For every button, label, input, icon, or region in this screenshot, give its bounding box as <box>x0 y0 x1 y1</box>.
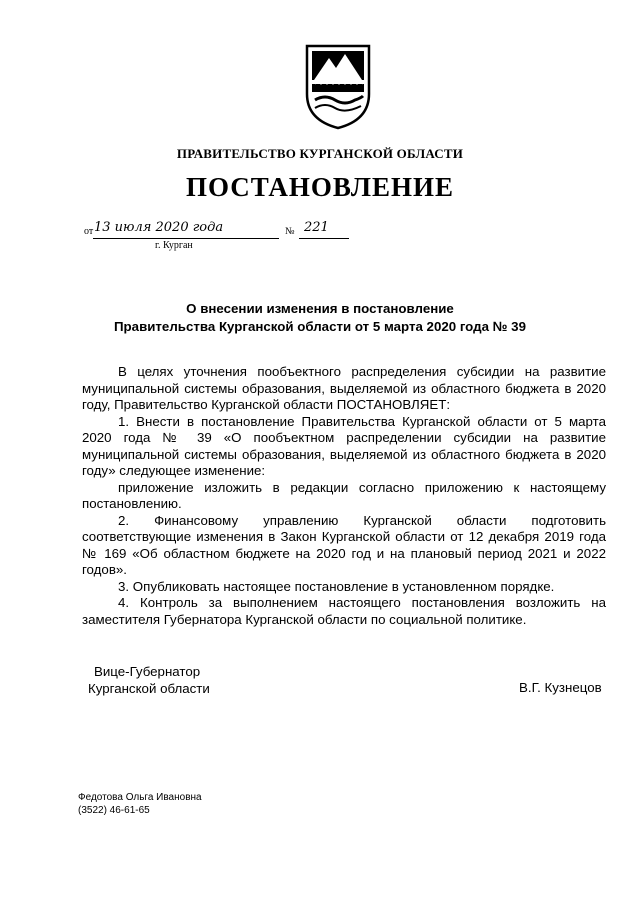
city-label: г. Курган <box>155 240 193 251</box>
signatory-position <box>88 663 210 697</box>
executor-phone: (3522) 46-61-65 <box>78 805 150 816</box>
handwritten-number: 221 <box>304 220 329 235</box>
title-line-1: О внесении изменения в постановление <box>186 301 454 316</box>
date-underline <box>93 238 279 239</box>
body-paragraph: 1. Внести в постановление Правительства Курганской области от 5 марта 2020 года № 39 «О пообъектном распределении субсидии на развитие муниципальной системы образования, выделяемой из областного бюджета в 2020 году» следующее изменение: <box>82 413 606 478</box>
from-label: от <box>84 226 94 237</box>
number-label: № <box>285 226 295 237</box>
body-paragraph: 4. Контроль за выполнением настоящего постановления возложить на заместителя Губернатора Курганской области по социальной политике. <box>82 595 606 627</box>
body-paragraph: приложение изложить в редакции согласно приложению к настоящему постановлению. <box>82 479 606 511</box>
executor-name: Федотова Ольга Ивановна <box>78 792 202 803</box>
registration-line <box>84 220 374 260</box>
government-name: ПРАВИТЕЛЬСТВО КУРГАНСКОЙ ОБЛАСТИ <box>176 146 464 161</box>
document-type: ПОСТАНОВЛЕНИЕ <box>185 172 455 202</box>
body-paragraph: 2. Финансовому управлению Курганской области подготовить соответствующие изменения в Закон Курганской области от 12 декабря 2019 года № 169 «Об областном бюджете на 2020 год и на плановый период 2021 и 2022 годов». <box>82 512 606 577</box>
executor-info <box>78 791 202 817</box>
document-title <box>0 300 640 336</box>
body-paragraph: В целях уточнения пообъектного распределения субсидии на развитие муниципальной системы образования, выделяемой из областного бюджета в 2020 году, Правительство Курганской области ПОСТАНОВЛЯЕТ: <box>82 364 606 412</box>
handwritten-date: 13 июля 2020 года <box>94 220 224 235</box>
title-line-2: Правительства Курганской области от 5 марта 2020 года № 39 <box>114 319 526 334</box>
body-paragraph: 3. Опубликовать настоящее постановление в установленном порядке. <box>118 578 555 594</box>
position-line-2: Курганской области <box>88 681 210 696</box>
number-underline <box>299 238 349 239</box>
coat-of-arms-emblem <box>303 42 373 130</box>
document-body <box>82 364 606 628</box>
signatory-name: В.Г. Кузнецов <box>519 680 602 695</box>
position-line-1: Вице-Губернатор <box>94 664 201 679</box>
